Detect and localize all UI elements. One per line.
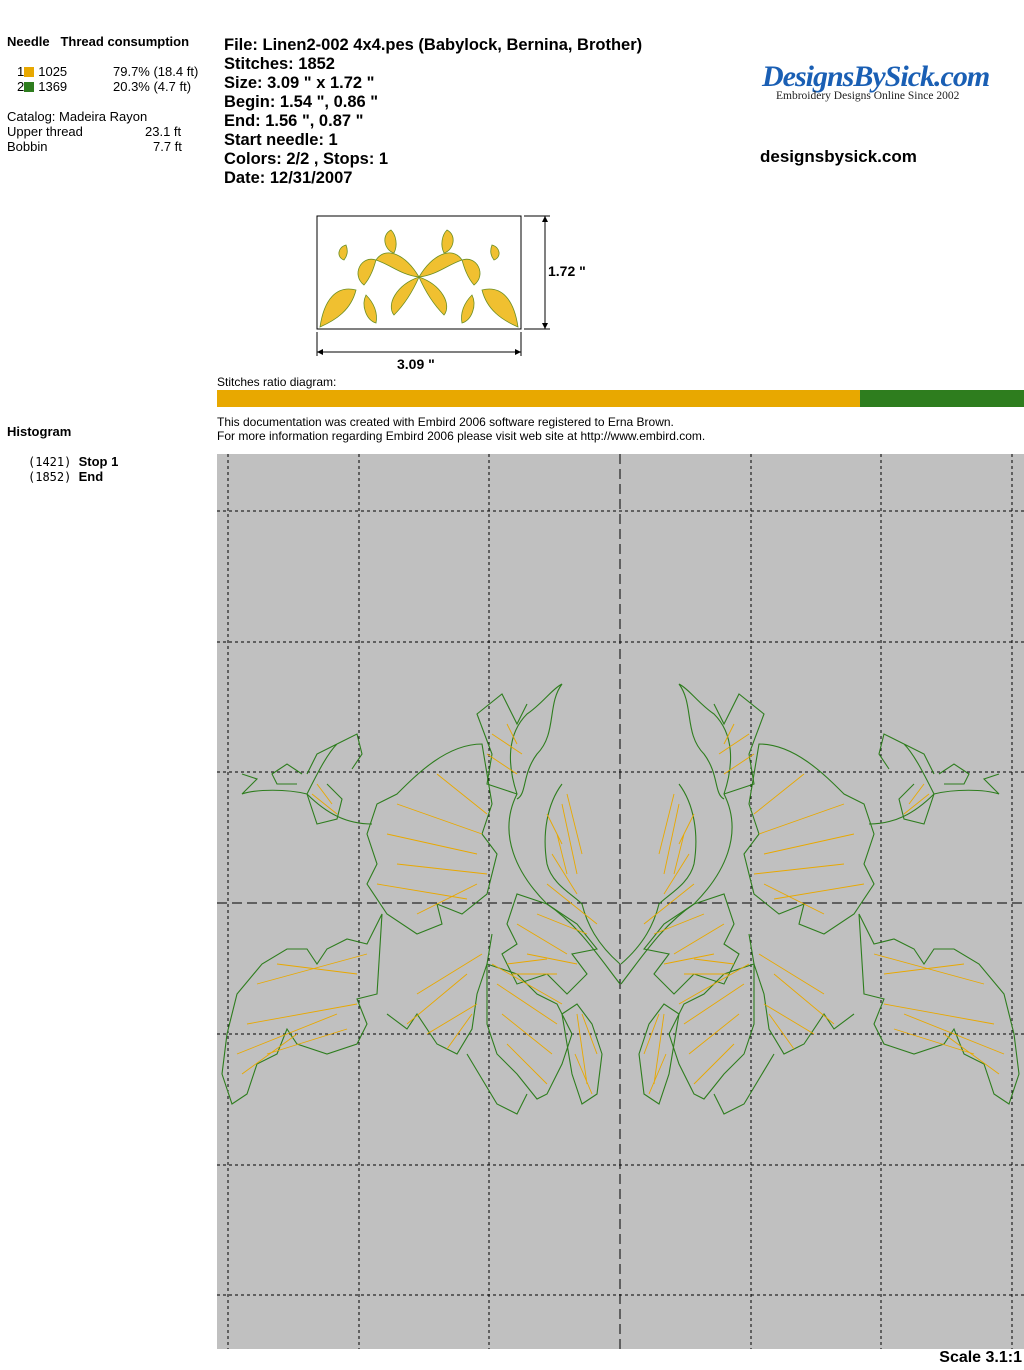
thread-code: 1369: [38, 79, 68, 94]
stitches-ratio-bar: [217, 390, 1024, 407]
thread-row: [17, 79, 67, 94]
histogram-label: End: [78, 469, 104, 484]
histogram-label: Stop 1: [78, 454, 119, 469]
svg-text:DesignsBySick.com: DesignsBySick.com: [762, 60, 990, 93]
begin: Begin: 1.54 ", 0.86 ": [224, 93, 379, 111]
thread-consumption-label: Thread consumption: [60, 34, 190, 49]
bobbin-value: 7.7 ft: [153, 139, 182, 154]
file-name: File: Linen2-002 4x4.pes (Babylock, Bernina, Brother): [224, 36, 643, 54]
thread-consumption: 79.7% (18.4 ft): [113, 64, 199, 79]
documentation-note: [217, 415, 705, 443]
date: Date: 12/31/2007: [224, 169, 353, 187]
histogram-row: [28, 454, 118, 469]
end: End: 1.56 ", 0.87 ": [224, 112, 364, 130]
thread-consumption: 20.3% (4.7 ft): [113, 79, 192, 94]
start-needle: Start needle: 1: [224, 131, 338, 149]
stitches: Stitches: 1852: [224, 55, 335, 73]
design-thumbnail: [316, 215, 551, 360]
designsbysick-logo: [760, 58, 1000, 104]
website: designsbysick.com: [760, 147, 917, 166]
thread-panel: [7, 34, 189, 49]
upper-thread-label: Upper thread: [7, 124, 83, 139]
ratio-segment-1369: [860, 390, 1024, 407]
thread-color-swatch: [24, 82, 34, 92]
width-dimension-label: 3.09 ": [397, 356, 435, 372]
stitches-ratio-label: Stitches ratio diagram:: [217, 375, 337, 389]
documentation-note-line2: For more information regarding Embird 2006 please visit web site at http://www.embird.com.: [217, 429, 706, 443]
scale-label: Scale 3.1:1: [939, 1349, 1022, 1366]
bobbin-label: Bobbin: [7, 139, 48, 154]
colors-stops: Colors: 2/2 , Stops: 1: [224, 150, 389, 168]
ratio-segment-1025: [217, 390, 860, 407]
needle-label: Needle: [7, 34, 50, 49]
catalog: Catalog: Madeira Rayon: [7, 109, 148, 124]
histogram-stitch-count: (1852): [28, 470, 72, 484]
thread-row: [17, 64, 67, 79]
histogram-row: [28, 469, 103, 484]
design-grid-preview: [217, 454, 1024, 1349]
height-dimension-label: 1.72 ": [548, 263, 586, 279]
documentation-note-line1: This documentation was created with Embird 2006 software registered to Erna Brown.: [217, 415, 674, 429]
size: Size: 3.09 " x 1.72 ": [224, 74, 375, 92]
histogram-stitch-count: (1421): [28, 455, 72, 469]
thread-color-swatch: [24, 67, 34, 77]
thread-needle: 2: [17, 79, 25, 94]
thread-needle: 1: [17, 64, 25, 79]
thread-code: 1025: [38, 64, 68, 79]
thread-header: [7, 34, 189, 49]
upper-thread-value: 23.1 ft: [145, 124, 182, 139]
svg-text:Embroidery Designs Online Sinc: Embroidery Designs Online Since 2002: [776, 90, 960, 102]
histogram-title: Histogram: [7, 424, 72, 439]
